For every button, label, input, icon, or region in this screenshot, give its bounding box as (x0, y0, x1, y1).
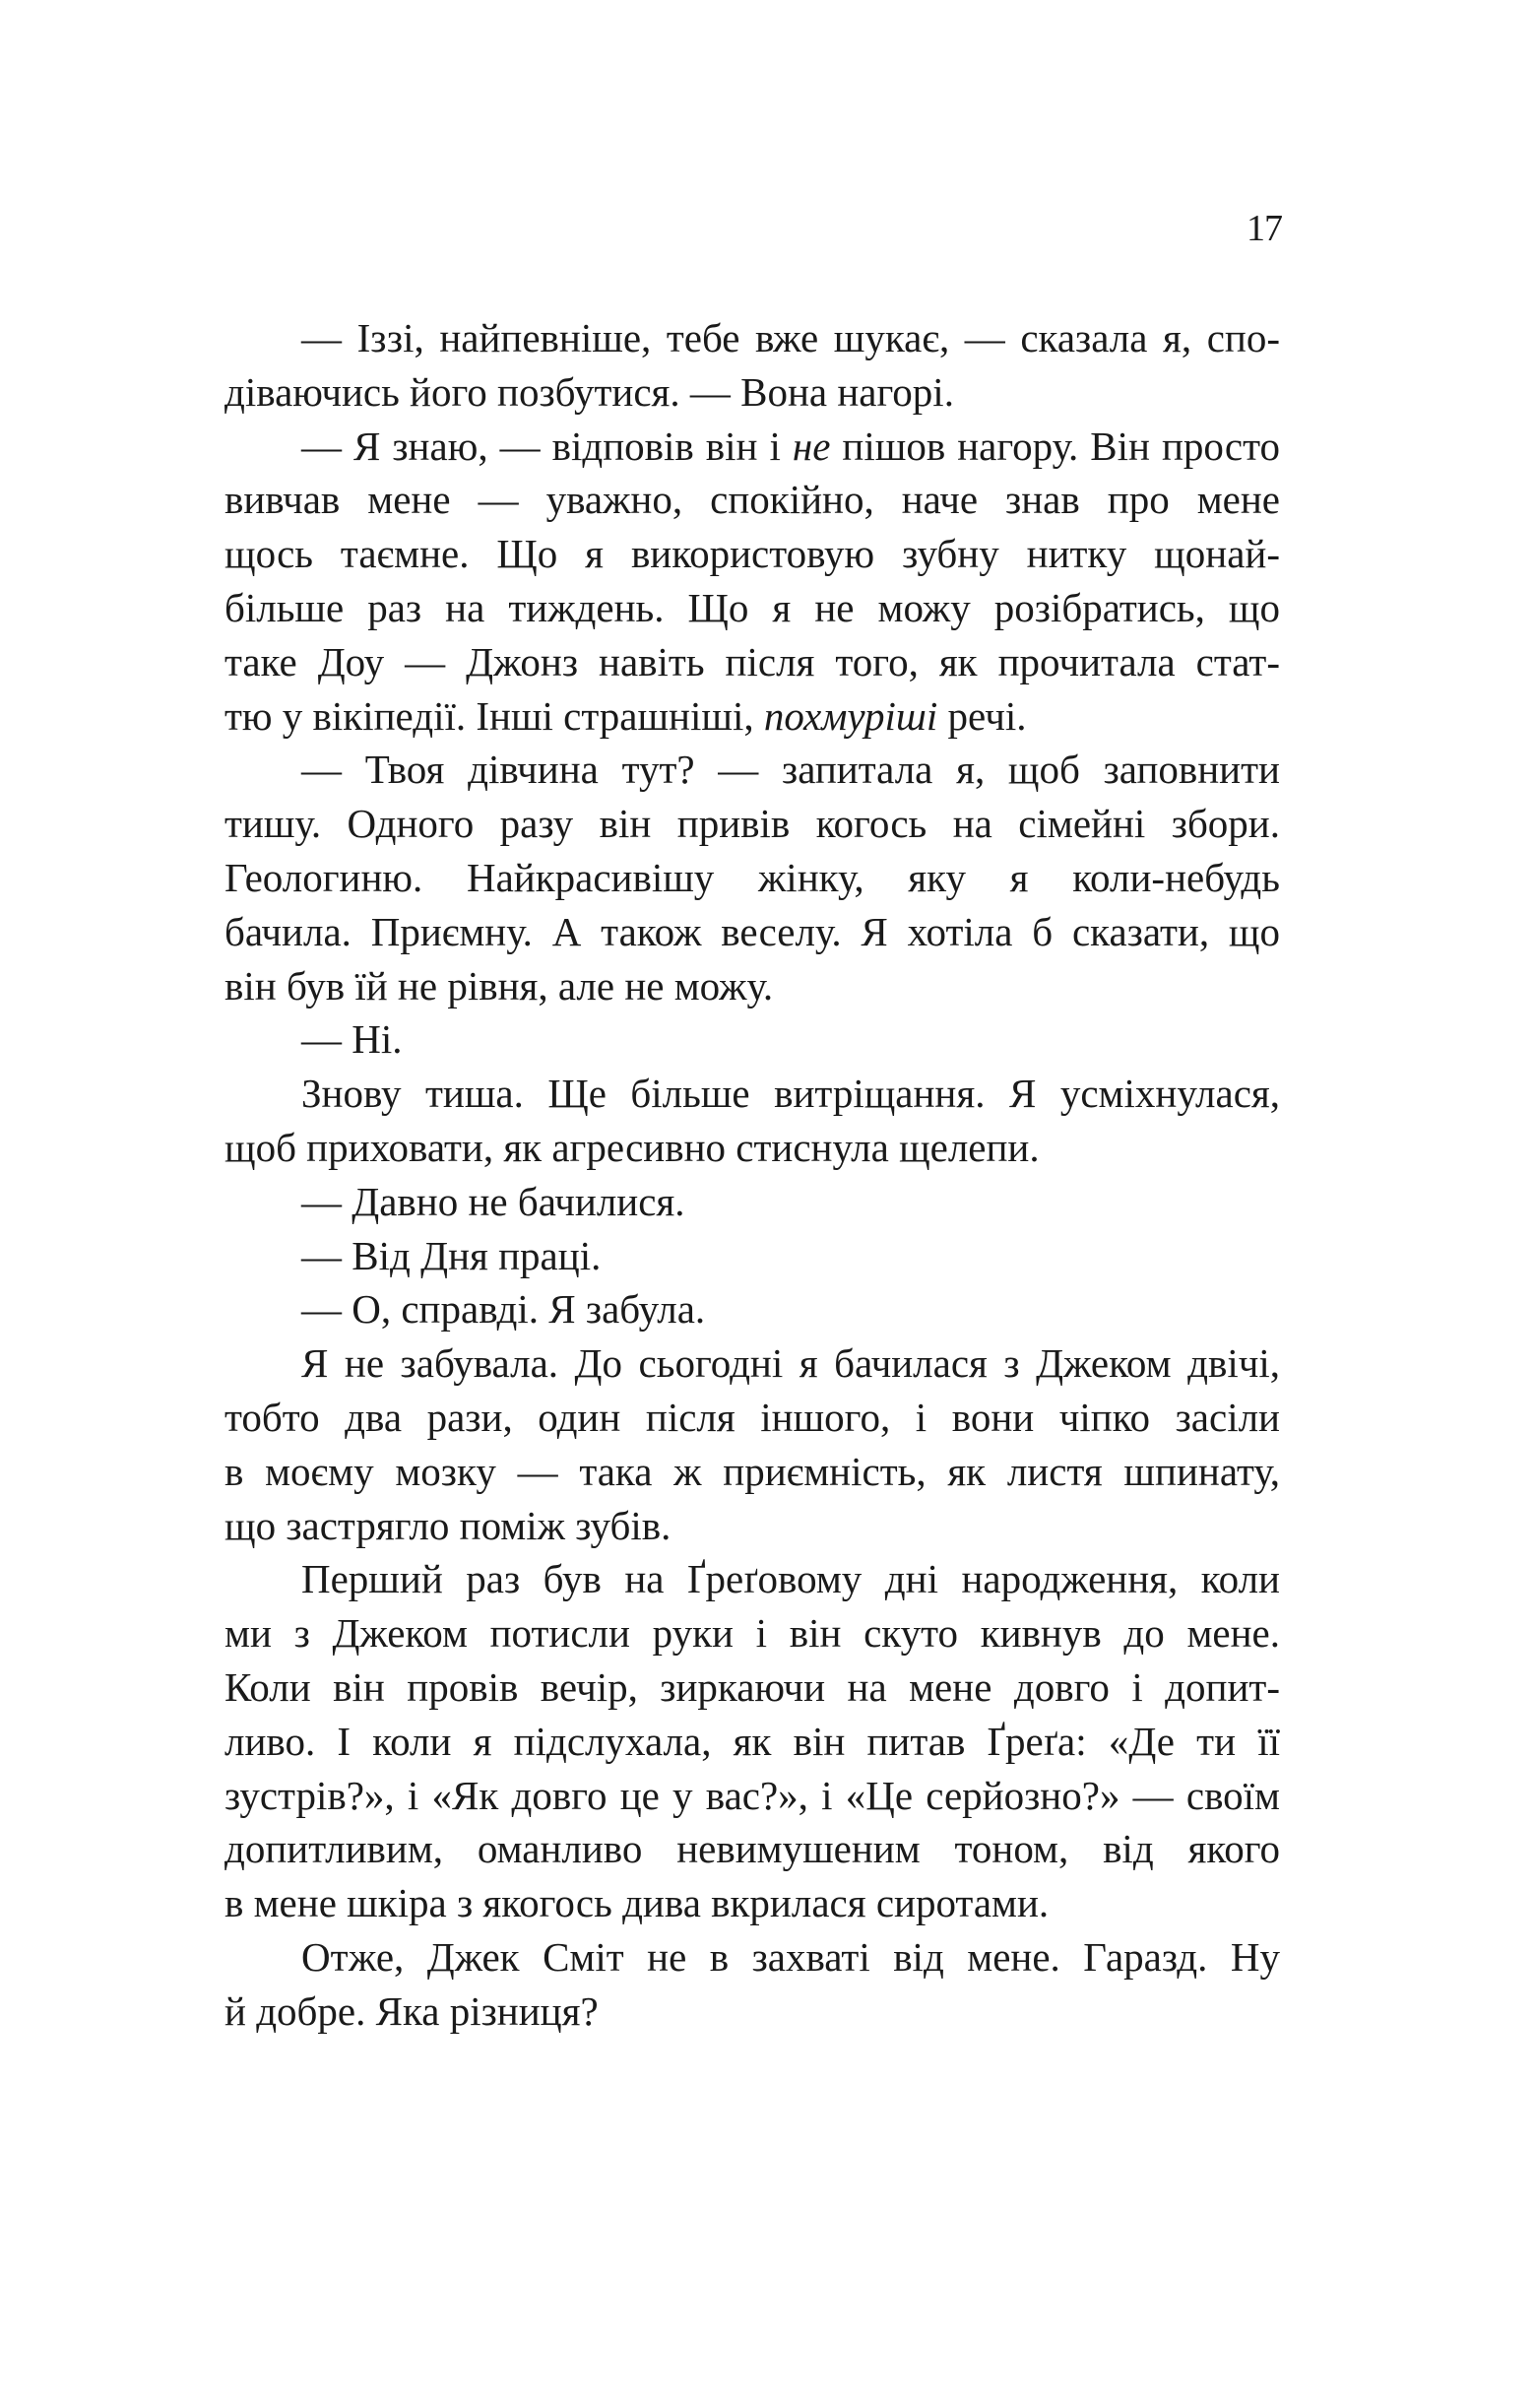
text-segment: тю у вікіпедії. Інші страшніші, (224, 692, 764, 739)
text-line: зустрів?», і «Як довго це у вас?», і «Це серйозно?» — своїм (224, 1772, 1280, 1818)
text-line: — О, справді. Я забула. (301, 1286, 706, 1333)
text-line: він був їй не рівня, але не можу. (224, 962, 774, 1009)
text-line: Геологиню. Найкрасивішу жінку, яку я коли-небудь (224, 854, 1280, 900)
text-line: тобто два рази, один після іншого, і вони чіпко засіли (224, 1394, 1280, 1440)
text-line: діваючись його позбутися. — Вона нагорі. (224, 368, 954, 415)
text-line: ми з Джеком потисли руки і він скуто кивнув до мене. (224, 1610, 1280, 1657)
italic-emphasis: не (792, 423, 831, 469)
text-line: Знову тиша. Ще більше витріщання. Я усміхнулася, (301, 1071, 1280, 1117)
text-line: Я не забувала. До сьогодні я бачилася з Джеком двічі, (301, 1340, 1280, 1387)
text-segment: — Я знаю, — відповів він і (301, 423, 793, 469)
page-number: 17 (1247, 208, 1282, 249)
text-line (224, 689, 1280, 744)
text-line: ливо. І коли я підслухала, як він питав Ґреґа: «Де ти її (224, 1718, 1280, 1764)
text-segment: пішов нагору. Він просто (830, 423, 1280, 469)
text-line: — Давно не бачилися. (301, 1178, 685, 1224)
body-text (224, 311, 1280, 2039)
text-line: тишу. Одного разу він привів когось на сімейні збори. (224, 801, 1280, 847)
text-line: — Твоя дівчина тут? — запитала я, щоб заповнити (301, 747, 1280, 793)
text-line: й добре. Яка різниця? (224, 1987, 599, 2034)
text-line: Коли він провів вечір, зиркаючи на мене довго і допит- (224, 1663, 1280, 1710)
text-segment: речі. (937, 692, 1027, 739)
text-line: більше раз на тиждень. Що я не можу розібратись, що (224, 584, 1280, 630)
text-line: бачила. Приємну. А також веселу. Я хотіла б сказати, що (224, 908, 1280, 954)
text-line: — Іззі, найпевніше, тебе вже шукає, — сказала я, спо- (301, 315, 1280, 360)
text-line: в моєму мозку — така ж приємність, як листя шпинату, (224, 1448, 1280, 1494)
text-line: Перший раз був на Ґреґовому дні народження, коли (301, 1556, 1280, 1602)
text-line (224, 420, 1280, 474)
text-line: допитливим, оманливо невимушеним тоном, від якого (224, 1826, 1280, 1872)
text-line: — Від Дня праці. (301, 1232, 602, 1278)
text-line: що застрягло поміж зубів. (224, 1502, 672, 1548)
text-line: — Ні. (301, 1016, 403, 1063)
text-line: в мене шкіра з якогось дива вкрилася сиротами. (224, 1880, 1050, 1926)
text-line: вивчав мене — уважно, спокійно, наче знав про мене (224, 477, 1280, 523)
text-line: таке Доу — Джонз навіть після того, як прочитала стат- (224, 638, 1280, 684)
text-line: Отже, Джек Сміт не в захваті від мене. Гаразд. Ну (301, 1933, 1280, 1980)
text-line: щоб приховати, як агресивно стиснула щелепи. (224, 1124, 1040, 1170)
italic-emphasis: похмуріші (763, 692, 938, 739)
text-line: щось таємне. Що я використовую зубну нитку щонай- (224, 531, 1280, 577)
